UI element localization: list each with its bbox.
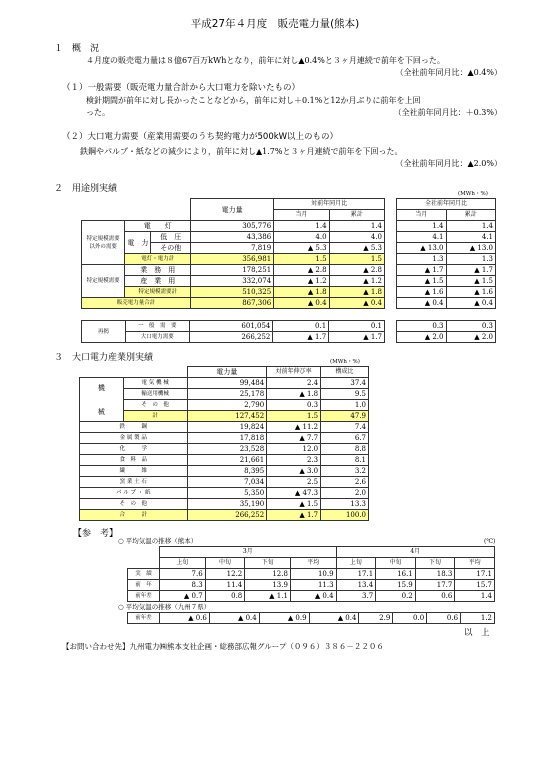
table-row: 化 学 23,528 12.0 8.8 — [80, 444, 369, 455]
group-specified: 特定規模需要 — [82, 265, 125, 298]
col-company-yoy: 全社前年同月比 — [397, 199, 496, 210]
table-row: ▲ 1.7 ▲ 1.7 — [397, 265, 496, 276]
month-april: 4月 — [336, 547, 494, 558]
general-demand-text-cont: った。 — [86, 108, 110, 117]
table-row: 特定規模需要以外の需要 電 灯 305,776 1.4 1.4 — [82, 221, 385, 232]
table-row: 1.3 1.3 — [397, 254, 496, 265]
table-row: 金 属 製 品 17,818 ▲ 7.7 6.7 — [80, 433, 369, 444]
table-row: 食 料 品 21,661 2.3 8.1 — [80, 455, 369, 466]
table-row: ▲ 1.6 ▲ 1.6 — [397, 287, 496, 298]
table-row: 電 力 低 圧 43,386 4.0 4.0 — [82, 232, 385, 243]
col-yoy: 対前年同月比 — [274, 199, 385, 210]
table-row: 実 績 7.6 12.2 12.8 10.9 17.1 16.1 18.3 17.1 — [128, 569, 495, 580]
table-row: ▲ 0.4 ▲ 0.4 — [397, 298, 496, 309]
table-row: 鉄 鋼 19,824 ▲ 11.2 7.4 — [80, 422, 369, 433]
table-row: そ の 他 35,190 ▲ 1.5 13.3 — [80, 499, 369, 510]
large-demand-heading: （２）大口電力需要（産業用需要のうち契約電力が500kW以上のもの） — [62, 132, 339, 142]
table-row: 0.3 0.3 — [397, 321, 496, 332]
general-demand-text: 検針期間が前年に対し長かったことなどから，前年に対し＋0.1%と12か月ぶりに前年を上回 — [86, 96, 421, 105]
table-row: 前年差 ▲ 0.7 0.8 ▲ 1.1 ▲ 0.4 3.7 0.2 0.6 1.4 — [128, 591, 495, 602]
month-march: 3月 — [160, 547, 337, 558]
usage-table — [81, 198, 385, 309]
table-row: 合 計 266,252 ▲ 1.7 100.0 — [80, 510, 369, 521]
group-non-specified: 特定規模需要以外の需要 — [82, 221, 125, 265]
table-row: そ の 他 2,790 0.3 1.0 — [80, 400, 369, 411]
end-mark: 以 上 — [464, 628, 490, 638]
table-row: 特定規模需要 業 務 用 178,251 ▲ 2.8 ▲ 2.8 — [82, 265, 385, 276]
col-current: 当月 — [274, 210, 329, 221]
general-demand-heading: （１）一般需要（販売電力量合計から大口電力を除いたもの） — [62, 83, 301, 93]
reference-label: 【参 考】 — [73, 529, 119, 539]
table-row: 前 年 8.3 11.4 13.9 11.3 13.4 15.9 17.7 15.7 — [128, 580, 495, 591]
overview-text: ４月度の販売電力量は８億67百万kWhとなり，前年に対し▲0.4%と３ヶ月連続で前年を下回った。 — [86, 56, 445, 65]
section1-heading: １ 概 況 — [54, 44, 100, 54]
col-cumulative: 累計 — [329, 210, 384, 221]
table-row: 繊 維 8,395 ▲ 3.0 3.2 — [80, 466, 369, 477]
table-row: 電灯・電力計 356,981 1.5 1.5 — [82, 254, 385, 265]
large-demand-company-yoy: （全社前年同月比：▲2.0%） — [395, 159, 502, 168]
table-row: 販売電力量合計 867,306 ▲ 0.4 ▲ 0.4 — [82, 298, 385, 309]
table-row: ▲ 2.0 ▲ 2.0 — [397, 332, 496, 343]
col-amount: 電力量 — [191, 199, 274, 221]
table-row: 窯 業 土 石 7,034 2.5 2.6 — [80, 477, 369, 488]
section3-heading: ３ 大口電力産業別実績 — [54, 353, 154, 363]
table-row: 再掲 一 般 需 要 601,054 0.1 0.1 — [82, 321, 385, 332]
temperature-table-kyushu — [127, 612, 495, 624]
reprint-table — [81, 320, 385, 343]
usage-unit: (MWh・%) — [458, 191, 488, 197]
large-demand-text: 鉄鋼やパルプ・紙などの減少により，前年に対し▲1.7%と３ヶ月連続で前年を下回った。 — [80, 147, 403, 156]
table-row: 計 127,452 1.5 47.9 — [80, 411, 369, 422]
overview-company-yoy: （全社前年同月比：▲0.4%） — [395, 68, 502, 77]
table-row: 1.4 1.4 — [397, 221, 496, 232]
temperature-table-kumamoto: 3月 4月 上旬 中旬 下旬 平均 上旬 中旬 下旬 平均 実 績 7.6 12.2 12.8 10.9 17.1 16.1 18.3 17.1 前 年 8.3 11.4 13.9 11.3 13.4 15.9 17.7 15.7 前年差 ▲ 0.7 0.8 ▲ 1.1 ▲ 0.4 3.7 0.2 0.6 1.4 — [127, 546, 495, 602]
table-row: 産 業 用 332,074 ▲ 1.2 ▲ 1.2 — [82, 276, 385, 287]
company-reprint-table — [396, 320, 496, 343]
table-row: 特定規模需要計 510,325 ▲ 1.8 ▲ 1.8 — [82, 287, 385, 298]
section2-heading: ２ 用途別実績 — [54, 184, 118, 194]
table-row: パ ル プ ・ 紙 5,350 ▲ 47.3 2.0 — [80, 488, 369, 499]
temp-kumamoto-title: ○ 平均気温の推移（熊本） — [118, 537, 198, 545]
contact-info: 【お問い合わせ先】九州電力㈱熊本支社企画・総務部広報グループ（０９６）３８６－２２０６ — [62, 642, 384, 651]
table-row: ▲ 13.0 ▲ 13.0 — [397, 243, 496, 254]
table-row: 機 械 電 気 機 械 99,484 2.4 37.4 — [80, 378, 369, 389]
temp-unit: (℃) — [484, 538, 496, 545]
group-machinery: 機 械 — [80, 378, 124, 422]
col-amount: 電力量 — [187, 367, 267, 378]
group-reprint: 再掲 — [82, 321, 126, 343]
col-share: 構成比 — [321, 367, 369, 378]
industry-table — [79, 366, 369, 521]
industry-unit: (MWh・%) — [330, 359, 360, 365]
page-title: 平成27年４月度 販売電力量(熊本) — [190, 18, 360, 30]
table-row: 輸送用機械 25,178 ▲ 1.8 9.5 — [80, 389, 369, 400]
col-yoy-rate: 対前年伸び率 — [267, 367, 321, 378]
table-row: ▲ 1.5 ▲ 1.5 — [397, 276, 496, 287]
table-row: 大口電力需要 266,252 ▲ 1.7 ▲ 1.7 — [82, 332, 385, 343]
table-row: その他 7,819 ▲ 5.3 ▲ 5.3 — [82, 243, 385, 254]
general-demand-company-yoy: （全社前年同月比：＋0.3%） — [393, 108, 502, 117]
company-yoy-table: 全社前年同月比 当月 累計 1.4 1.4 4.1 4.1 ▲ 13.0 ▲ 13.0 1.3 1.3 ▲ 1.7 ▲ 1.7 ▲ 1.5 ▲ 1.5 ▲ 1.6 ▲ 1.6 ▲ 0.4 ▲ 0.4 — [396, 198, 496, 309]
table-row: 4.1 4.1 — [397, 232, 496, 243]
table-row: 前年差 ▲ 0.6 ▲ 0.4 ▲ 0.9 ▲ 0.4 2.9 0.0 0.6 1.2 — [128, 613, 495, 624]
temp-kyushu-title: ○ 平均気温の推移（九州７県） — [118, 603, 211, 611]
